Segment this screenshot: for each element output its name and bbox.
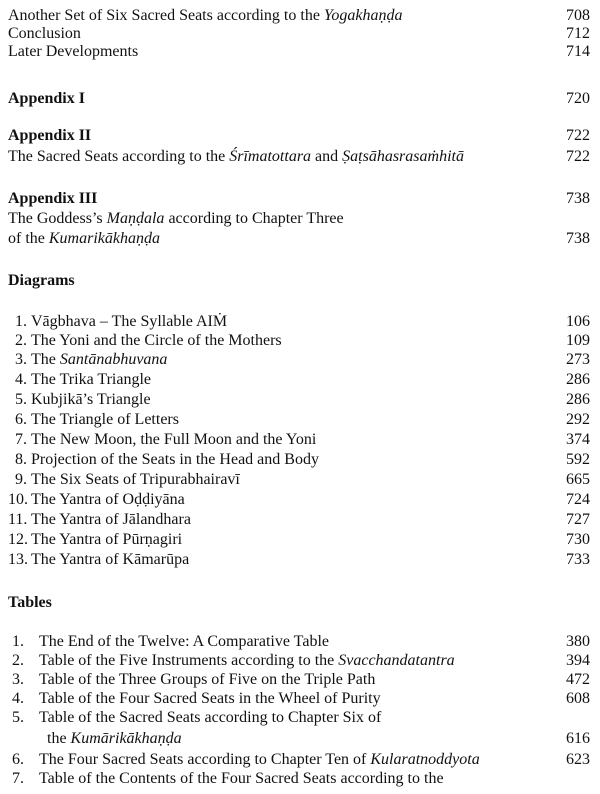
- entry-title-italic: Santānabhuvana: [59, 351, 168, 368]
- list-item: [0, 689, 600, 709]
- list-item: [0, 510, 600, 530]
- list-item: [0, 312, 600, 332]
- page-number: 714: [566, 43, 590, 60]
- page-number: 733: [566, 551, 590, 568]
- page-number: 592: [566, 451, 590, 468]
- list-item: [0, 550, 600, 570]
- entry-title-italic: Kumarikākhaṇḍa: [48, 230, 160, 247]
- entry-title: the: [47, 730, 71, 747]
- page-number: 616: [566, 730, 590, 747]
- entry-title: Another Set of Six Sacred Seats according to the: [8, 7, 324, 24]
- list-item: [0, 670, 600, 690]
- entry-title: Table of the Contents of the Four Sacred Seats according to the: [39, 770, 444, 787]
- item-number: 4.: [15, 371, 27, 388]
- toc-entry: [0, 147, 600, 167]
- entry-title: The: [31, 351, 60, 368]
- item-number: 6.: [15, 411, 27, 428]
- list-item: [0, 769, 600, 789]
- entry-title-italic: Kumārikākhaṇḍa: [70, 730, 182, 747]
- item-number: 3.: [15, 351, 27, 368]
- page-number: 722: [566, 148, 590, 165]
- entry-title: The Yantra of Kāmarūpa: [31, 551, 190, 568]
- page-number: 608: [566, 690, 590, 707]
- toc-entry: [0, 229, 600, 249]
- list-item: [0, 490, 600, 510]
- page-number: 273: [566, 351, 590, 368]
- item-number: 12.: [8, 531, 28, 548]
- entry-title: Vāgbhava – The Syllable AIṀ: [31, 313, 228, 330]
- page-number: 708: [566, 7, 590, 24]
- item-number: 6.: [12, 751, 24, 768]
- page-number: 738: [566, 230, 590, 247]
- page-number: 286: [566, 371, 590, 388]
- list-item-continuation: [0, 729, 600, 749]
- entry-title-italic: Kularatnoddyota: [370, 751, 480, 768]
- item-number: 7.: [12, 770, 24, 787]
- entry-title-italic: Śrīmatottara: [229, 148, 312, 165]
- entry-title: Kubjikā’s Triangle: [31, 391, 151, 408]
- appendix-1-heading: [0, 89, 600, 109]
- entry-title: The Trika Triangle: [31, 371, 152, 388]
- entry-title-italic: Yogakhaṇḍa: [323, 7, 403, 24]
- page-number: 286: [566, 391, 590, 408]
- item-number: 1.: [12, 633, 24, 650]
- item-number: 2.: [12, 652, 24, 669]
- entry-title: The Yoni and the Circle of the Mothers: [31, 332, 282, 349]
- section-heading: Appendix II: [8, 127, 92, 144]
- page-number: 394: [566, 652, 590, 669]
- entry-title: Table of the Sacred Seats according to Chapter Six of: [39, 709, 382, 726]
- entry-title-italic: Ṣaṭsāhasrasaṁhitā: [342, 148, 464, 165]
- page-number: 380: [566, 633, 590, 650]
- tables-heading: [0, 593, 600, 613]
- page-number: 472: [566, 671, 590, 688]
- entry-title: The Yantra of Jālandhara: [31, 511, 191, 528]
- diagrams-heading: [0, 271, 600, 291]
- list-item: [0, 470, 600, 490]
- list-item: [0, 708, 600, 728]
- entry-title: The Goddess’s: [8, 210, 107, 227]
- entry-title: The Triangle of Letters: [31, 411, 179, 428]
- page-number: 720: [566, 90, 590, 107]
- toc-entry: [0, 24, 600, 44]
- list-item: [0, 632, 600, 652]
- entry-title: The New Moon, the Full Moon and the Yoni: [31, 431, 317, 448]
- list-item: [0, 390, 600, 410]
- entry-title: The Six Seats of Tripurabhairavī: [31, 471, 240, 488]
- entry-title: The Yantra of Oḍḍiyāna: [31, 491, 185, 508]
- entry-title: of the: [8, 230, 49, 247]
- entry-title: The End of the Twelve: A Comparative Table: [39, 633, 329, 650]
- page-number: 724: [566, 491, 590, 508]
- entry-title: Table of the Three Groups of Five on the Triple Path: [39, 671, 376, 688]
- entry-title-italic: Maṇḍala: [106, 210, 165, 227]
- toc-entry: [0, 6, 600, 26]
- section-heading: Tables: [8, 594, 52, 611]
- entry-title: Table of the Five Instruments according to the: [39, 652, 339, 669]
- entry-title: Table of the Four Sacred Seats in the Wheel of Purity: [39, 690, 381, 707]
- toc-entry: [0, 42, 600, 62]
- item-number: 11.: [8, 511, 28, 528]
- list-item: [0, 370, 600, 390]
- page-number: 738: [566, 190, 590, 207]
- list-item: [0, 350, 600, 370]
- item-number: 9.: [15, 471, 27, 488]
- toc-entry: [0, 209, 600, 229]
- item-number: 10.: [8, 491, 28, 508]
- page-number: 623: [566, 751, 590, 768]
- page-number: 722: [566, 127, 590, 144]
- entry-title: according to Chapter Three: [164, 210, 344, 227]
- item-number: 2.: [15, 332, 27, 349]
- section-heading: Appendix III: [8, 190, 98, 207]
- entry-title: Conclusion: [8, 25, 81, 42]
- entry-title: The Yantra of Pūrṇagiri: [31, 531, 183, 548]
- item-number: 1.: [15, 313, 27, 330]
- entry-title: and: [311, 148, 343, 165]
- page-number: 730: [566, 531, 590, 548]
- list-item: [0, 430, 600, 450]
- list-item: [0, 530, 600, 550]
- section-heading: Appendix I: [8, 90, 85, 107]
- item-number: 4.: [12, 690, 24, 707]
- page-number: 727: [566, 511, 590, 528]
- entry-title-italic: Svacchandatantra: [338, 652, 455, 669]
- item-number: 5.: [12, 709, 24, 726]
- item-number: 7.: [15, 431, 27, 448]
- list-item: [0, 410, 600, 430]
- page-number: 106: [566, 313, 590, 330]
- page-number: 109: [566, 332, 590, 349]
- entry-title: Projection of the Seats in the Head and Body: [31, 451, 319, 468]
- page-number: 712: [566, 25, 590, 42]
- entry-title: The Four Sacred Seats according to Chapter Ten of: [39, 751, 371, 768]
- list-item: [0, 450, 600, 470]
- page-number: 665: [566, 471, 590, 488]
- list-item: [0, 750, 600, 770]
- item-number: 5.: [15, 391, 27, 408]
- item-number: 13.: [8, 551, 28, 568]
- list-item: [0, 651, 600, 671]
- page-number: 374: [566, 431, 590, 448]
- entry-title: The Sacred Seats according to the: [8, 148, 230, 165]
- appendix-2-heading: [0, 126, 600, 146]
- item-number: 3.: [12, 671, 24, 688]
- item-number: 8.: [15, 451, 27, 468]
- list-item: [0, 331, 600, 351]
- page-number: 292: [566, 411, 590, 428]
- appendix-3-heading: [0, 189, 600, 209]
- section-heading: Diagrams: [8, 272, 75, 289]
- entry-title: Later Developments: [8, 43, 139, 60]
